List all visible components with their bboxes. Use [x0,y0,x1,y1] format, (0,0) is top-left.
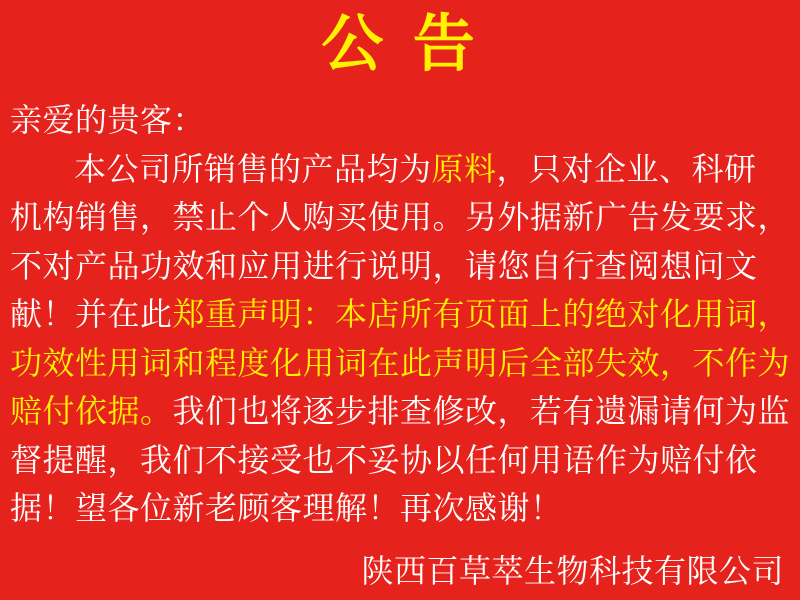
notice-line [10,436,790,485]
notice-line [10,387,790,436]
highlighted-text: 郑重声明：本店所有页面上的绝对化用词， [172,295,791,333]
highlighted-text: 原料 [431,149,497,188]
body-text: ，只对企业、科研 [496,149,757,188]
notice-line [10,145,790,194]
body-text: 据！望各位新老顾客理解！再次感谢！ [10,489,563,527]
notice-body [0,96,800,533]
notice-line [10,242,790,291]
notice-line [10,290,790,339]
highlighted-text: 赔付依据。 [10,392,173,430]
company-signature: 陕西百草萃生物科技有限公司 [361,551,784,590]
body-text: 献！并在此 [10,295,173,333]
body-text: 亲爱的贵客： [10,101,206,139]
body-text: 不对产品功效和应用进行说明，请您自行查阅想问文 [10,246,758,285]
body-text: 机构销售，禁止个人购买使用。另外据新广告发要求， [10,198,791,236]
notice-line [10,96,790,145]
body-text: 督提醒，我们不接受也不妥协以任何用语作为赔付依 [10,440,758,479]
notice-line [10,193,790,242]
signature-row [0,547,800,596]
highlighted-text: 功效性用词和程度化用词在此声明后全部失效，不作为 [10,343,791,382]
body-text: 本公司所销售的产品均为 [74,149,432,188]
notice-line [10,484,790,533]
page-title: 公 告 [321,7,479,80]
notice-line [10,339,790,388]
body-text: 我们也将逐步排查修改，若有遗漏请何为监 [172,392,791,430]
